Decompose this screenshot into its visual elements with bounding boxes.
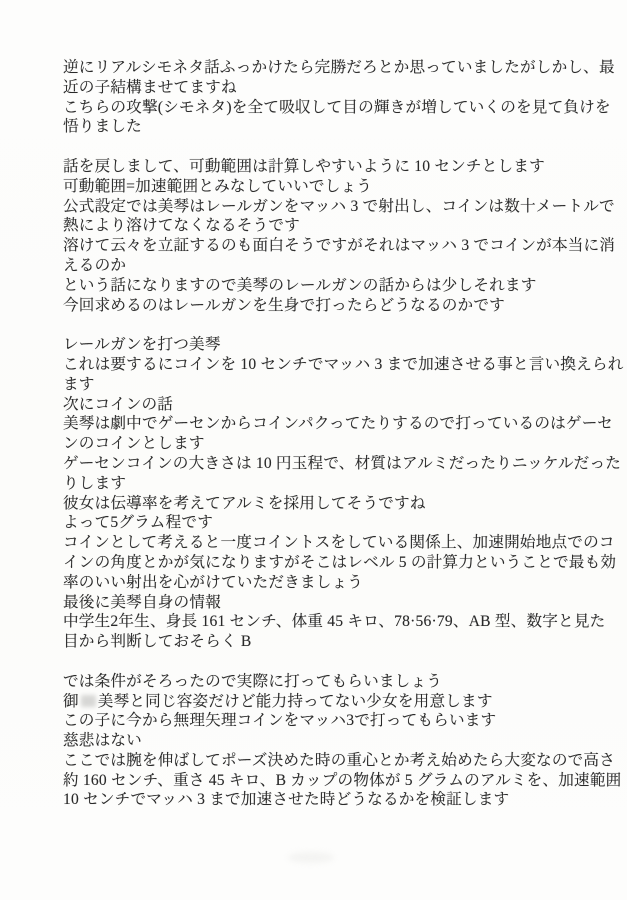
text-line: 彼女は伝導率を考えてアルミを採用してそうですね	[63, 494, 426, 512]
text-line: 熱により溶けてなくなるそうです	[63, 217, 300, 235]
text-line: こちらの攻撃(シモネタ)を全て吸収して目の輝きが増していくのを見て負けを	[63, 98, 611, 116]
text-line: 話を戻しまして、可動範囲は計算しやすいように 10 センチとします	[63, 157, 545, 175]
text-line: 約 160 センチ、重さ 45 キロ、B カップの物体が 5 グラムのアルミを、加速範囲	[63, 771, 622, 789]
text-line: レールガンを打つ美琴	[63, 336, 221, 354]
text-line: コインとして考えると一度コイントスをしている関係上、加速開始地点でのコ	[63, 534, 615, 552]
text-line: 慈悲はない	[63, 732, 142, 750]
text-line: 公式設定では美琴はレールガンをマッハ 3 で射出し、コインは数十メートルで	[63, 197, 615, 215]
text-line: 可動範囲=加速範囲とみなしていいでしょう	[63, 177, 373, 195]
text-line: 美琴は劇中でゲーセンからコインパクってたりするので打っているのはゲーセ	[63, 415, 613, 433]
faint-smudge	[288, 852, 334, 863]
text-line: 中学生2年生、身長 161 センチ、体重 45 キロ、78·56·79、AB 型、数字と見た	[63, 613, 606, 631]
text-line: 目から判断しておそらく B	[63, 633, 252, 651]
text-line: という話になりますので美琴のレールガンの話からは少しそれます	[63, 276, 537, 294]
text-line	[63, 692, 568, 712]
text-line: えるのか	[63, 256, 127, 274]
text-line: りします	[63, 474, 127, 492]
text-line: 悟りました	[63, 118, 142, 136]
text-line: 10 センチでマッハ 3 まで加速させた時どうなるかを検証します	[63, 791, 510, 809]
text-line: 溶けて云々を立証するのも面白そうですがそれはマッハ 3 でコインが本当に消	[63, 237, 616, 255]
text-line: ここでは腕を伸ばしてポーズ決めた時の重心とか考え始めたら大変なので高さ	[63, 751, 616, 769]
document-text	[63, 58, 624, 810]
text-line: ンのコインとします	[63, 435, 205, 453]
text-line: この子に今から無理矢理コインをマッハ3で打ってもらいます	[63, 712, 497, 730]
text-line: 近の子結構ませてますね	[63, 78, 237, 96]
text-line: 率のいい射出を心がけていただきましょう	[63, 573, 364, 591]
text-line: インの角度とかが気になりますがそこはレベル 5 の計算力ということで最も効	[63, 553, 617, 571]
text-line: では条件がそろったので実際に打ってもらいましょう	[63, 672, 443, 690]
text-line: 逆にリアルシモネタ話ふっかけたら完勝だろとか思っていましたがしかし、最	[63, 59, 615, 76]
text-line: 次にコインの話	[63, 395, 174, 413]
text-line: 今回求めるのはレールガンを生身で打ったらどうなるのかです	[63, 296, 505, 314]
text-segment: 美琴と同じ容姿だけど能力持ってない少女を用意します	[97, 692, 493, 710]
text-line: 最後に美琴自身の情報	[63, 593, 221, 611]
text-line: ゲーセンコインの大きさは 10 円玉程で、材質はアルミだったりニッケルだった	[63, 454, 622, 472]
text-line: これは要するにコインを 10 センチでマッハ 3 まで加速させる事と言い換えられ	[63, 355, 624, 373]
censored-character	[81, 695, 96, 707]
text-line: よって5グラム程です	[63, 514, 213, 532]
text-line: ます	[63, 375, 95, 393]
text-segment: 御	[63, 692, 79, 710]
